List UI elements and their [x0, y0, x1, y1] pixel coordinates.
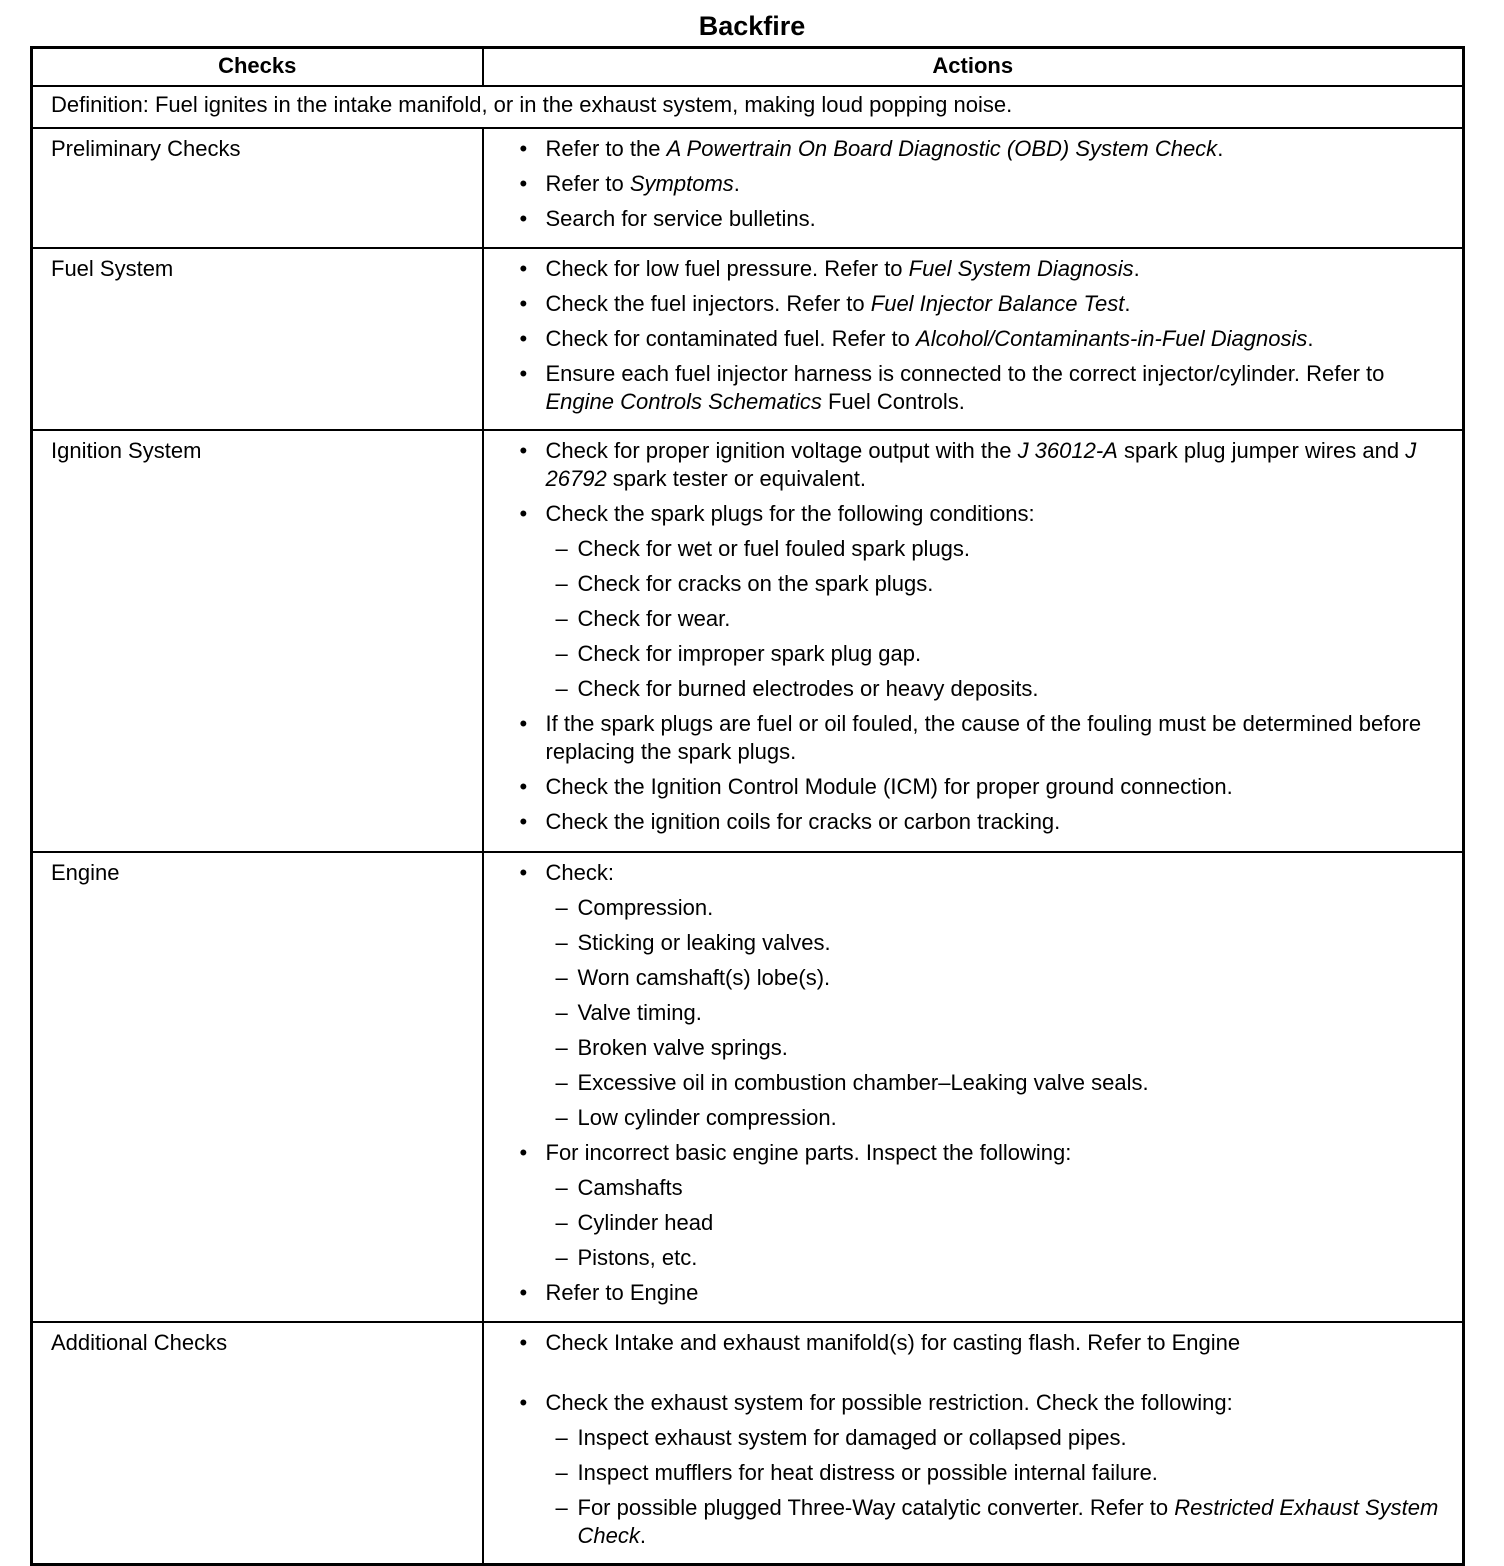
sub-list: [546, 1174, 1443, 1272]
sub-item: [546, 1034, 1443, 1062]
action-item: [518, 255, 1443, 283]
sub-item: [546, 570, 1443, 598]
sub-item-text: Excessive oil in combustion chamber–Leaking valve seals.: [577, 1070, 1149, 1095]
action-text: .: [1124, 291, 1131, 316]
action-text: .: [1307, 326, 1314, 351]
sub-item-text: Compression.: [577, 895, 714, 920]
reference-link-text: Fuel System Diagnosis: [908, 256, 1134, 281]
check-label: Engine: [32, 852, 483, 1322]
sub-list: [546, 894, 1443, 1132]
action-text: Check the spark plugs for the following conditions:: [545, 501, 1035, 526]
sub-item-text: Pistons, etc.: [577, 1245, 698, 1270]
action-text: Check the exhaust system for possible restriction. Check the following:: [545, 1390, 1233, 1415]
action-item: [518, 290, 1443, 318]
action-text: Check the fuel injectors. Refer to: [545, 291, 871, 316]
dash-icon: –: [555, 676, 568, 701]
dash-icon: –: [555, 895, 568, 920]
sub-item: [546, 1424, 1443, 1452]
dash-icon: –: [555, 1175, 568, 1200]
action-item: [518, 205, 1443, 233]
sub-item-text: Check for wet or fuel fouled spark plugs.: [577, 536, 971, 561]
bullet-icon: •: [519, 809, 528, 834]
bullet-icon: •: [519, 136, 528, 161]
dash-icon: –: [555, 1425, 568, 1450]
bullet-icon: •: [519, 1140, 528, 1165]
sub-item-text: Check for improper spark plug gap.: [577, 641, 922, 666]
action-item: [518, 1139, 1443, 1272]
sub-item: [546, 929, 1443, 957]
sub-item-text: Cylinder head: [577, 1210, 714, 1235]
action-text: For incorrect basic engine parts. Inspect the following:: [545, 1140, 1072, 1165]
table-row-additional-checks: [32, 1322, 1464, 1565]
action-text: Ensure each fuel injector harness is connected to the correct injector/cylinder. Refer to: [545, 361, 1385, 386]
definition-text: Definition: Fuel ignites in the intake manifold, or in the exhaust system, making loud popping noise.: [32, 86, 1464, 128]
bullet-icon: •: [519, 206, 528, 231]
dash-icon: –: [555, 1210, 568, 1235]
actions-cell: [483, 430, 1464, 852]
action-list: [518, 1329, 1443, 1550]
dash-icon: –: [555, 1000, 568, 1025]
sub-item-text: .: [639, 1523, 646, 1548]
action-text: Check Intake and exhaust manifold(s) for casting flash. Refer to Engine: [545, 1330, 1241, 1355]
sub-item-text: Inspect exhaust system for damaged or collapsed pipes.: [577, 1425, 1127, 1450]
bullet-icon: •: [519, 501, 528, 526]
sub-item: [546, 1174, 1443, 1202]
sub-item: [546, 894, 1443, 922]
actions-cell: [483, 248, 1464, 430]
sub-item: [546, 964, 1443, 992]
sub-list: [546, 535, 1443, 703]
sub-item-text: Worn camshaft(s) lobe(s).: [577, 965, 831, 990]
action-text: .: [1217, 136, 1224, 161]
bullet-icon: •: [519, 1390, 528, 1415]
action-item: [518, 773, 1443, 801]
reference-link-text: A Powertrain On Board Diagnostic (OBD) System Check: [666, 136, 1218, 161]
sub-item: [546, 605, 1443, 633]
sub-item-text: Check for cracks on the spark plugs.: [577, 571, 934, 596]
sub-item-text: Check for burned electrodes or heavy deposits.: [577, 676, 1039, 701]
reference-link-text: Engine Controls Schematics: [545, 389, 822, 414]
actions-header: Actions: [483, 48, 1464, 87]
action-item: [518, 1389, 1443, 1550]
sub-item: [546, 999, 1443, 1027]
dash-icon: –: [555, 930, 568, 955]
action-text: Search for service bulletins.: [545, 206, 816, 231]
sub-item: [546, 1244, 1443, 1272]
action-text: Refer to: [545, 171, 630, 196]
sub-item-text: Check for wear.: [577, 606, 731, 631]
action-item: [518, 135, 1443, 163]
action-text: Fuel Controls.: [821, 389, 965, 414]
action-text: Refer to the: [545, 136, 667, 161]
checks-header: Checks: [32, 48, 483, 87]
table-row-ignition-system: [32, 430, 1464, 852]
dash-icon: –: [555, 641, 568, 666]
bullet-icon: •: [519, 171, 528, 196]
actions-cell: [483, 1322, 1464, 1565]
dash-icon: –: [555, 965, 568, 990]
action-text: .: [733, 171, 740, 196]
action-item: [518, 360, 1443, 416]
sub-item: [546, 640, 1443, 668]
actions-cell: [483, 852, 1464, 1322]
bullet-icon: •: [519, 711, 528, 736]
action-text: If the spark plugs are fuel or oil fouled, the cause of the fouling must be determined before replacing the spark plugs.: [545, 711, 1422, 764]
action-item: [518, 808, 1443, 836]
action-text: .: [1133, 256, 1140, 281]
dash-icon: –: [555, 1460, 568, 1485]
bullet-icon: •: [519, 774, 528, 799]
dash-icon: –: [555, 1035, 568, 1060]
sub-item-text: Inspect mufflers for heat distress or possible internal failure.: [577, 1460, 1158, 1485]
definition-row: [32, 86, 1464, 128]
bullet-icon: •: [519, 1280, 528, 1305]
action-text: Refer to Engine: [545, 1280, 699, 1305]
bullet-icon: •: [519, 326, 528, 351]
page-title: Backfire: [698, 11, 806, 41]
table-row-engine: [32, 852, 1464, 1322]
check-label: Additional Checks: [32, 1322, 483, 1565]
dash-icon: –: [555, 1245, 568, 1270]
action-text: spark tester or equivalent.: [606, 466, 866, 491]
bullet-icon: •: [519, 256, 528, 281]
sub-item: [546, 1494, 1443, 1550]
sub-item-text: Camshafts: [577, 1175, 683, 1200]
action-text: spark plug jumper wires and: [1117, 438, 1406, 463]
action-text: Check the ignition coils for cracks or carbon tracking.: [545, 809, 1061, 834]
reference-link-text: Restricted Exhaust System Check: [577, 1495, 1439, 1548]
sub-item: [546, 1459, 1443, 1487]
actions-cell: [483, 128, 1464, 248]
check-label: Preliminary Checks: [32, 128, 483, 248]
sub-item-text: Valve timing.: [577, 1000, 702, 1025]
dash-icon: –: [555, 1105, 568, 1130]
dash-icon: –: [555, 606, 568, 631]
table-row-preliminary: [32, 128, 1464, 248]
reference-link-text: Symptoms: [629, 171, 734, 196]
action-text: Check for contaminated fuel. Refer to: [545, 326, 917, 351]
dash-icon: –: [555, 1070, 568, 1095]
diagnosis-table: [30, 46, 1465, 1566]
dash-icon: –: [555, 536, 568, 561]
action-item: [518, 1329, 1443, 1357]
action-item: [518, 325, 1443, 353]
dash-icon: –: [555, 1495, 568, 1520]
sub-item-text: Low cylinder compression.: [577, 1105, 837, 1130]
bullet-icon: •: [519, 361, 528, 386]
action-item: [518, 170, 1443, 198]
tool-number: J 26792: [545, 438, 1417, 491]
action-item: [518, 710, 1443, 766]
action-list: [518, 135, 1443, 233]
action-item: [518, 500, 1443, 703]
action-text: Check for proper ignition voltage output with the: [545, 438, 1018, 463]
sub-item: [546, 1104, 1443, 1132]
tool-number: J 36012-A: [1017, 438, 1118, 463]
bullet-icon: •: [519, 291, 528, 316]
table-row-fuel-system: [32, 248, 1464, 430]
sub-item-text: Broken valve springs.: [577, 1035, 788, 1060]
bullet-icon: •: [519, 438, 528, 463]
check-label: Fuel System: [32, 248, 483, 430]
action-text: Check the Ignition Control Module (ICM) for proper ground connection.: [545, 774, 1233, 799]
action-item: [518, 1279, 1443, 1307]
sub-item-text: For possible plugged Three-Way catalytic converter. Refer to: [577, 1495, 1175, 1520]
action-text: Check:: [545, 860, 614, 885]
sub-item: [546, 535, 1443, 563]
action-item: [518, 437, 1443, 493]
sub-item: [546, 1069, 1443, 1097]
action-text: Check for low fuel pressure. Refer to: [545, 256, 909, 281]
reference-link-text: Fuel Injector Balance Test: [870, 291, 1125, 316]
reference-link-text: Alcohol/Contaminants-in-Fuel Diagnosis: [916, 326, 1308, 351]
check-label: Ignition System: [32, 430, 483, 852]
action-list: [518, 437, 1443, 836]
header-row: [32, 48, 1464, 87]
dash-icon: –: [555, 571, 568, 596]
sub-item: [546, 675, 1443, 703]
action-item: [518, 859, 1443, 1132]
action-list: [518, 255, 1443, 416]
bullet-icon: •: [519, 860, 528, 885]
sub-item-text: Sticking or leaking valves.: [577, 930, 831, 955]
action-list: [518, 859, 1443, 1307]
bullet-icon: •: [519, 1330, 528, 1355]
sub-item: [546, 1209, 1443, 1237]
sub-list: [546, 1424, 1443, 1550]
